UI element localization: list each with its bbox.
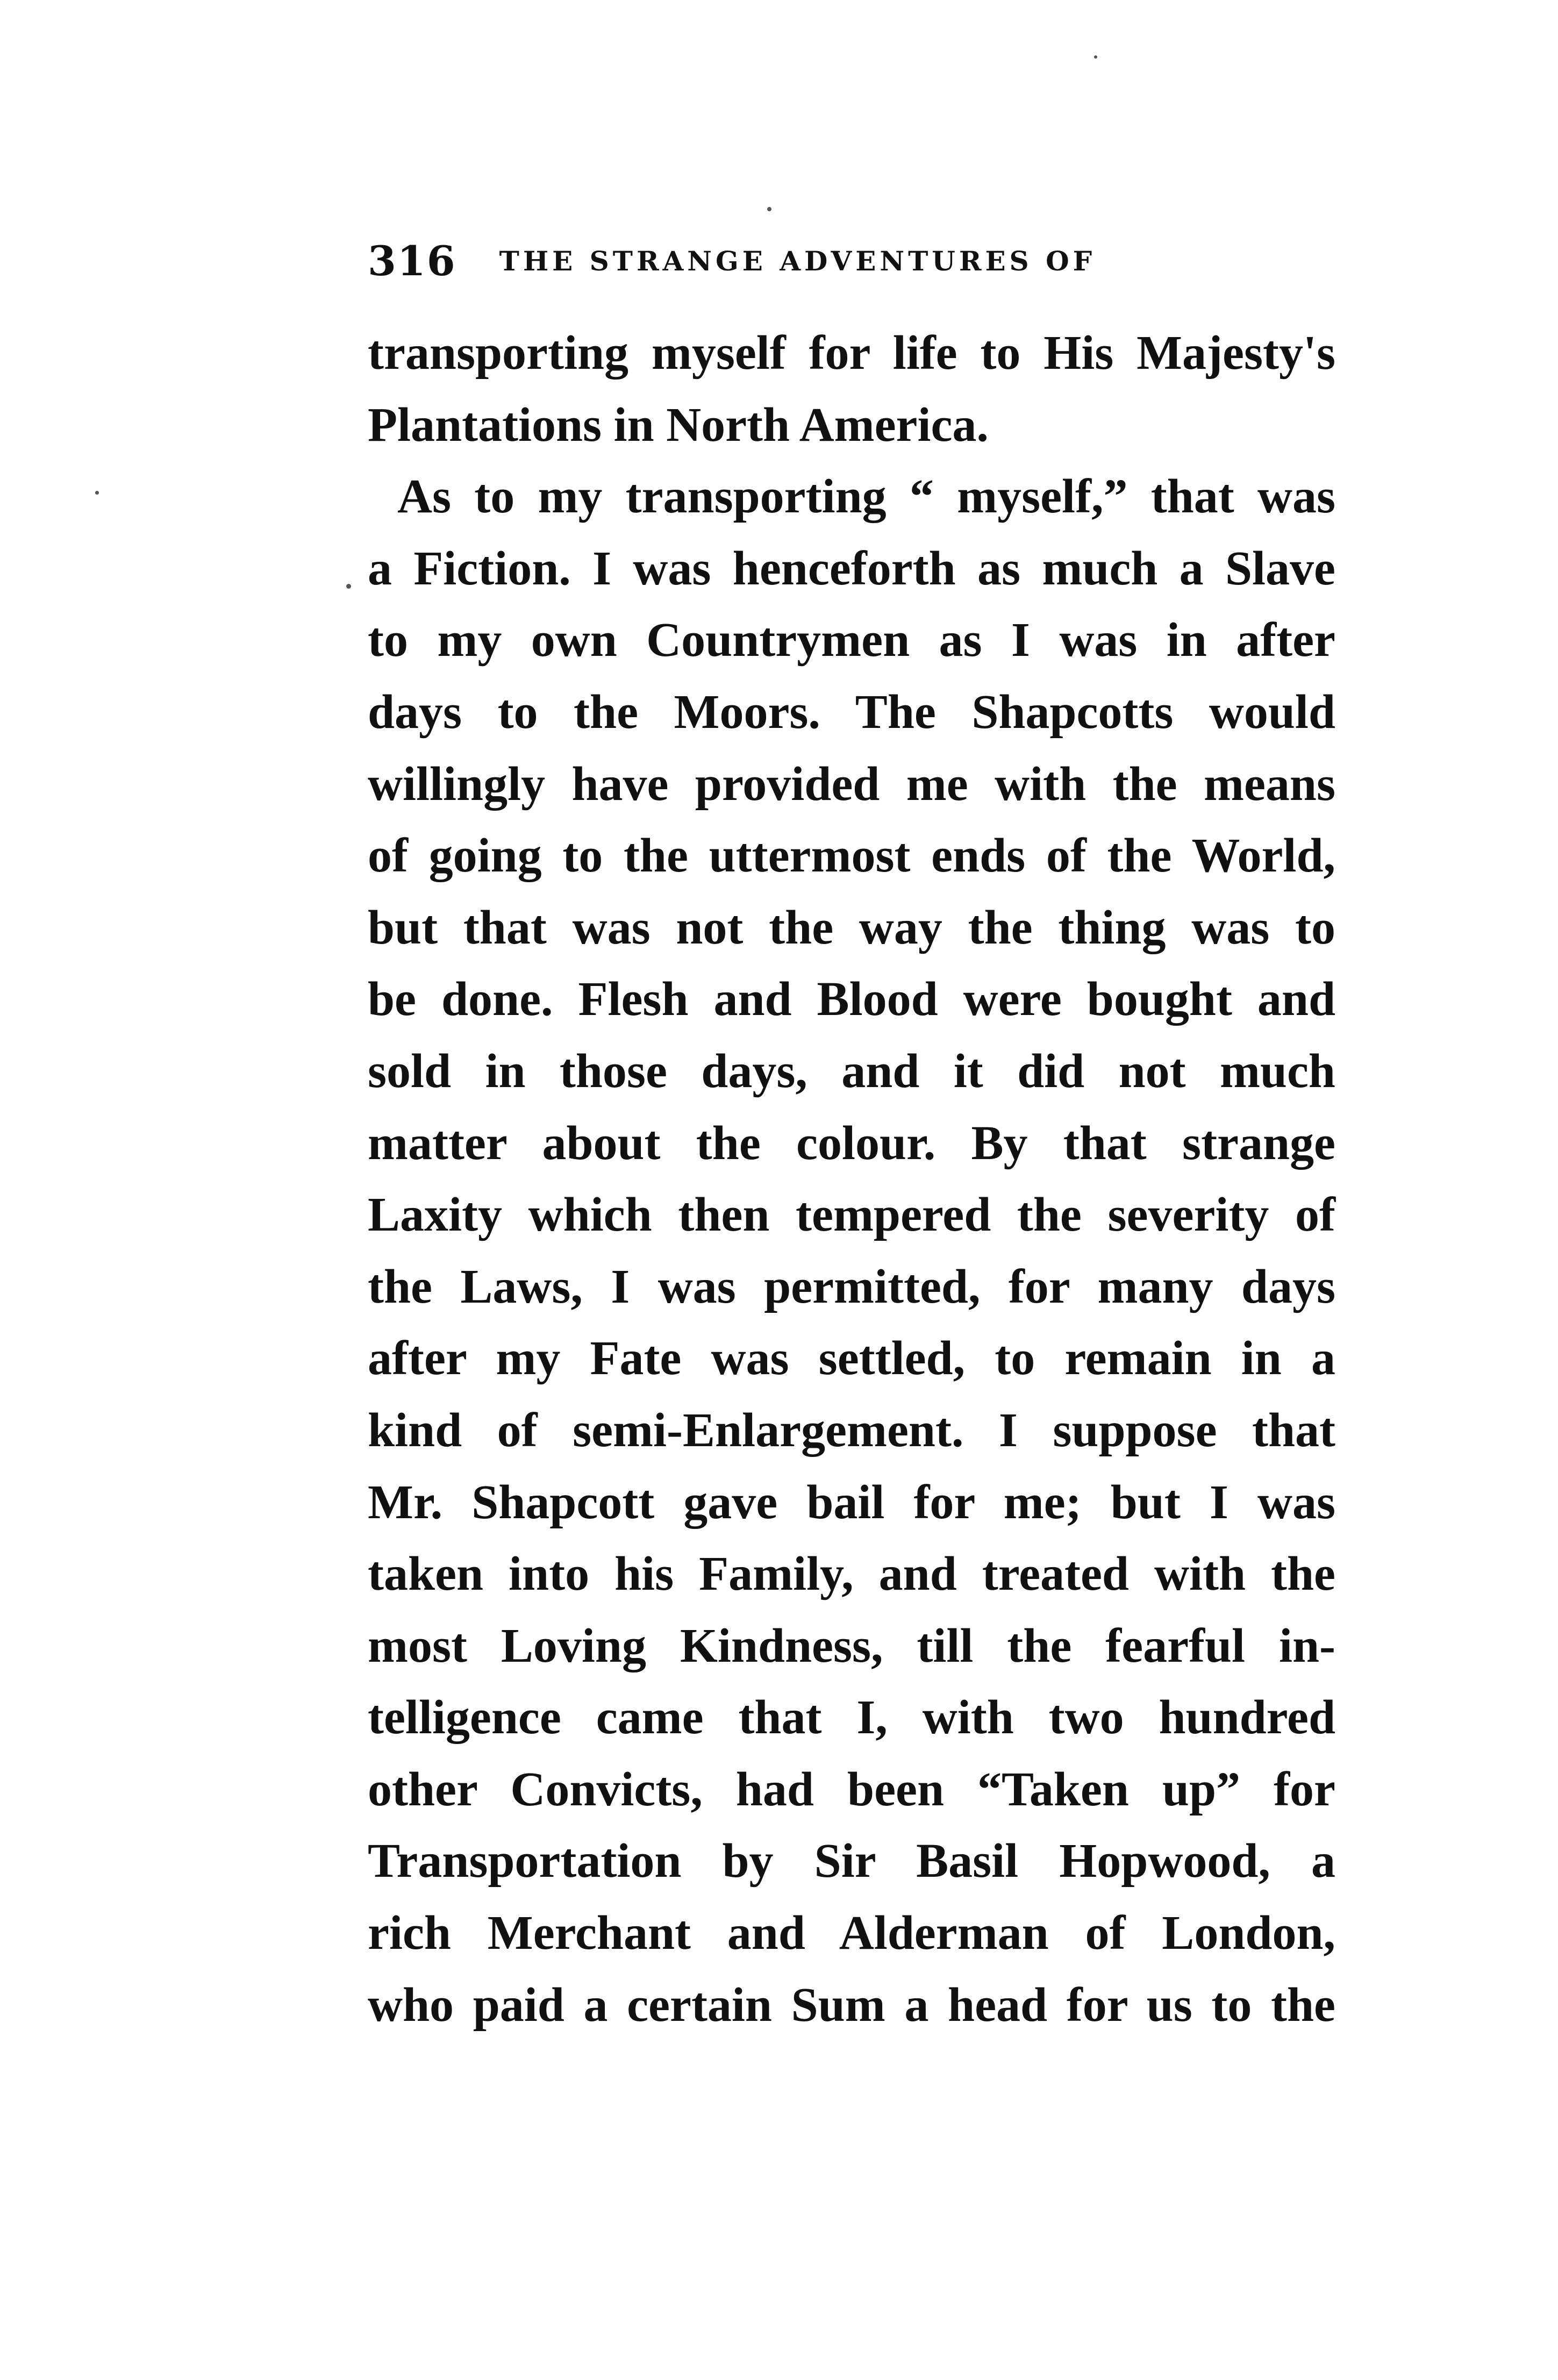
text-line: As to my transporting “ myself,” that was (397, 470, 1335, 524)
text-line: Mr. Shapcott gave bail for me; but I was (368, 1475, 1335, 1529)
text-line: be done. Flesh and Blood were bought and (368, 973, 1335, 1026)
text-line: days to the Moors. The Shapcotts would (368, 685, 1335, 739)
text-line: who paid a certain Sum a head for us to the (368, 1978, 1335, 2032)
ink-speck (95, 491, 99, 495)
text-line: matter about the colour. By that strange (368, 1116, 1335, 1170)
page-number: 316 (368, 237, 456, 285)
ink-speck (767, 207, 771, 211)
text-line: a Fiction. I was henceforth as much a Slave (368, 541, 1335, 595)
text-line: to my own Countrymen as I was in after (368, 613, 1335, 667)
text-line: Plantations in North America. (368, 398, 989, 452)
ink-speck (1094, 55, 1097, 59)
text-line: rich Merchant and Alderman of London, (368, 1906, 1335, 1960)
text-line: other Convicts, had been “Taken up” for (368, 1762, 1335, 1816)
text-line: telligence came that I, with two hundred (368, 1691, 1335, 1745)
text-line: after my Fate was settled, to remain in a (368, 1332, 1335, 1385)
page-header (368, 231, 1335, 290)
text-line: kind of semi-Enlargement. I suppose that (368, 1403, 1335, 1457)
text-line: Laxity which then tempered the severity of (368, 1188, 1335, 1242)
text-line: transporting myself for life to His Majesty's (368, 326, 1335, 380)
text-line: willingly have provided me with the means (368, 757, 1335, 811)
text-line: the Laws, I was permitted, for many days (368, 1260, 1335, 1313)
text-line: taken into his Family, and treated with the (368, 1547, 1335, 1601)
body-text (368, 317, 1335, 2041)
text-line: of going to the uttermost ends of the World, (368, 829, 1335, 883)
text-line: Transportation by Sir Basil Hopwood, a (368, 1834, 1335, 1888)
running-head: THE STRANGE ADVENTURES OF (499, 245, 1096, 277)
text-line: most Loving Kindness, till the fearful in- (368, 1619, 1335, 1673)
ink-speck (346, 584, 351, 589)
text-line: sold in those days, and it did not much (368, 1044, 1335, 1098)
text-line: but that was not the way the thing was to (368, 900, 1335, 954)
